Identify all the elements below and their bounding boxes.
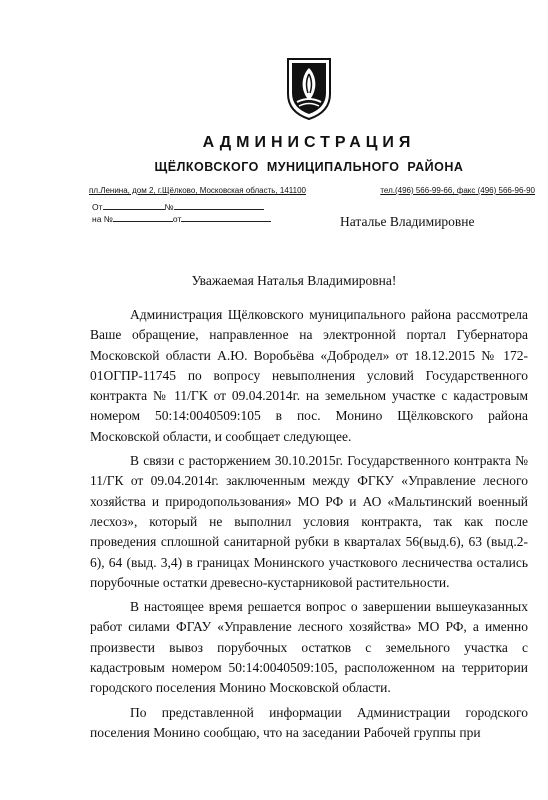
from-label-2: от [172,214,182,224]
number-label: № [164,202,174,212]
address: пл.Ленина, дом 2, г.Щёлково, Московская область, 141100 [89,186,306,195]
registration-line-2 [92,212,271,224]
contacts-line [89,186,535,195]
paragraph: Администрация Щёлковского муниципального района рассмотрела Ваше обращение, направленное на электронной портал Губернатора Московской области А.Ю. Воробьёва «Добродел» от 18.12.2015 № 172-01ОГПР-11745 по вопросу невыполнения условий Государственного контракта № 11/ГК от 09.04.2014г. на земельном участке с кадастровым номером 50:14:0040509:105 в пос. Монино Щёлковского района Московской области, и сообщает следующее. [90,307,528,444]
paragraph: В связи с расторжением 30.10.2015г. Государственного контракта № 11/ГК от 09.04.2014г. заключенным между ФГКУ «Управление лесного хозяйства и природопользования» МО РФ и АО «Мальтинский военный лесхоз», который не выполнил условия контракта, так как после проведения сплошной санитарной рубки в кварталах 56(выд.6), 63 (выд.2-6), 64 (выд. 3,4) в границах Монинского участкового лесничества остались порубочные остатки древесно-кустарниковой растительности. [90,453,528,590]
district-crest-icon [285,56,333,122]
addressee: Наталье Владимировне [340,214,475,229]
paragraph: По представленной информации Администрации городского поселения Монино сообщаю, что на заседании Рабочей группы при [90,704,528,740]
org-subtitle: ЩЁЛКОВСКОГО МУНИЦИПАЛЬНОГО РАЙОНА [154,160,464,174]
from-label: От [92,202,103,212]
paragraph: В настоящее время решается вопрос о завершении вышеуказанных работ силами ФГАУ «Управление лесного хозяйства» МО РФ, а именно произвести вывоз порубочных остатков с земельного участка с кадастровым номером 50:14:0040509:105, расположенном на территории городского поселения Монино Московской области. [90,599,528,696]
registration-line-1 [92,200,264,212]
reply-to-label: на № [92,214,113,224]
org-title: АДМИНИСТРАЦИЯ [202,134,416,151]
letter-body [90,305,528,747]
salutation: Уважаемая Наталья Владимировна! [191,273,397,288]
phone-fax: тел.(496) 566-99-66, факс (496) 566-96-90 [380,186,535,195]
